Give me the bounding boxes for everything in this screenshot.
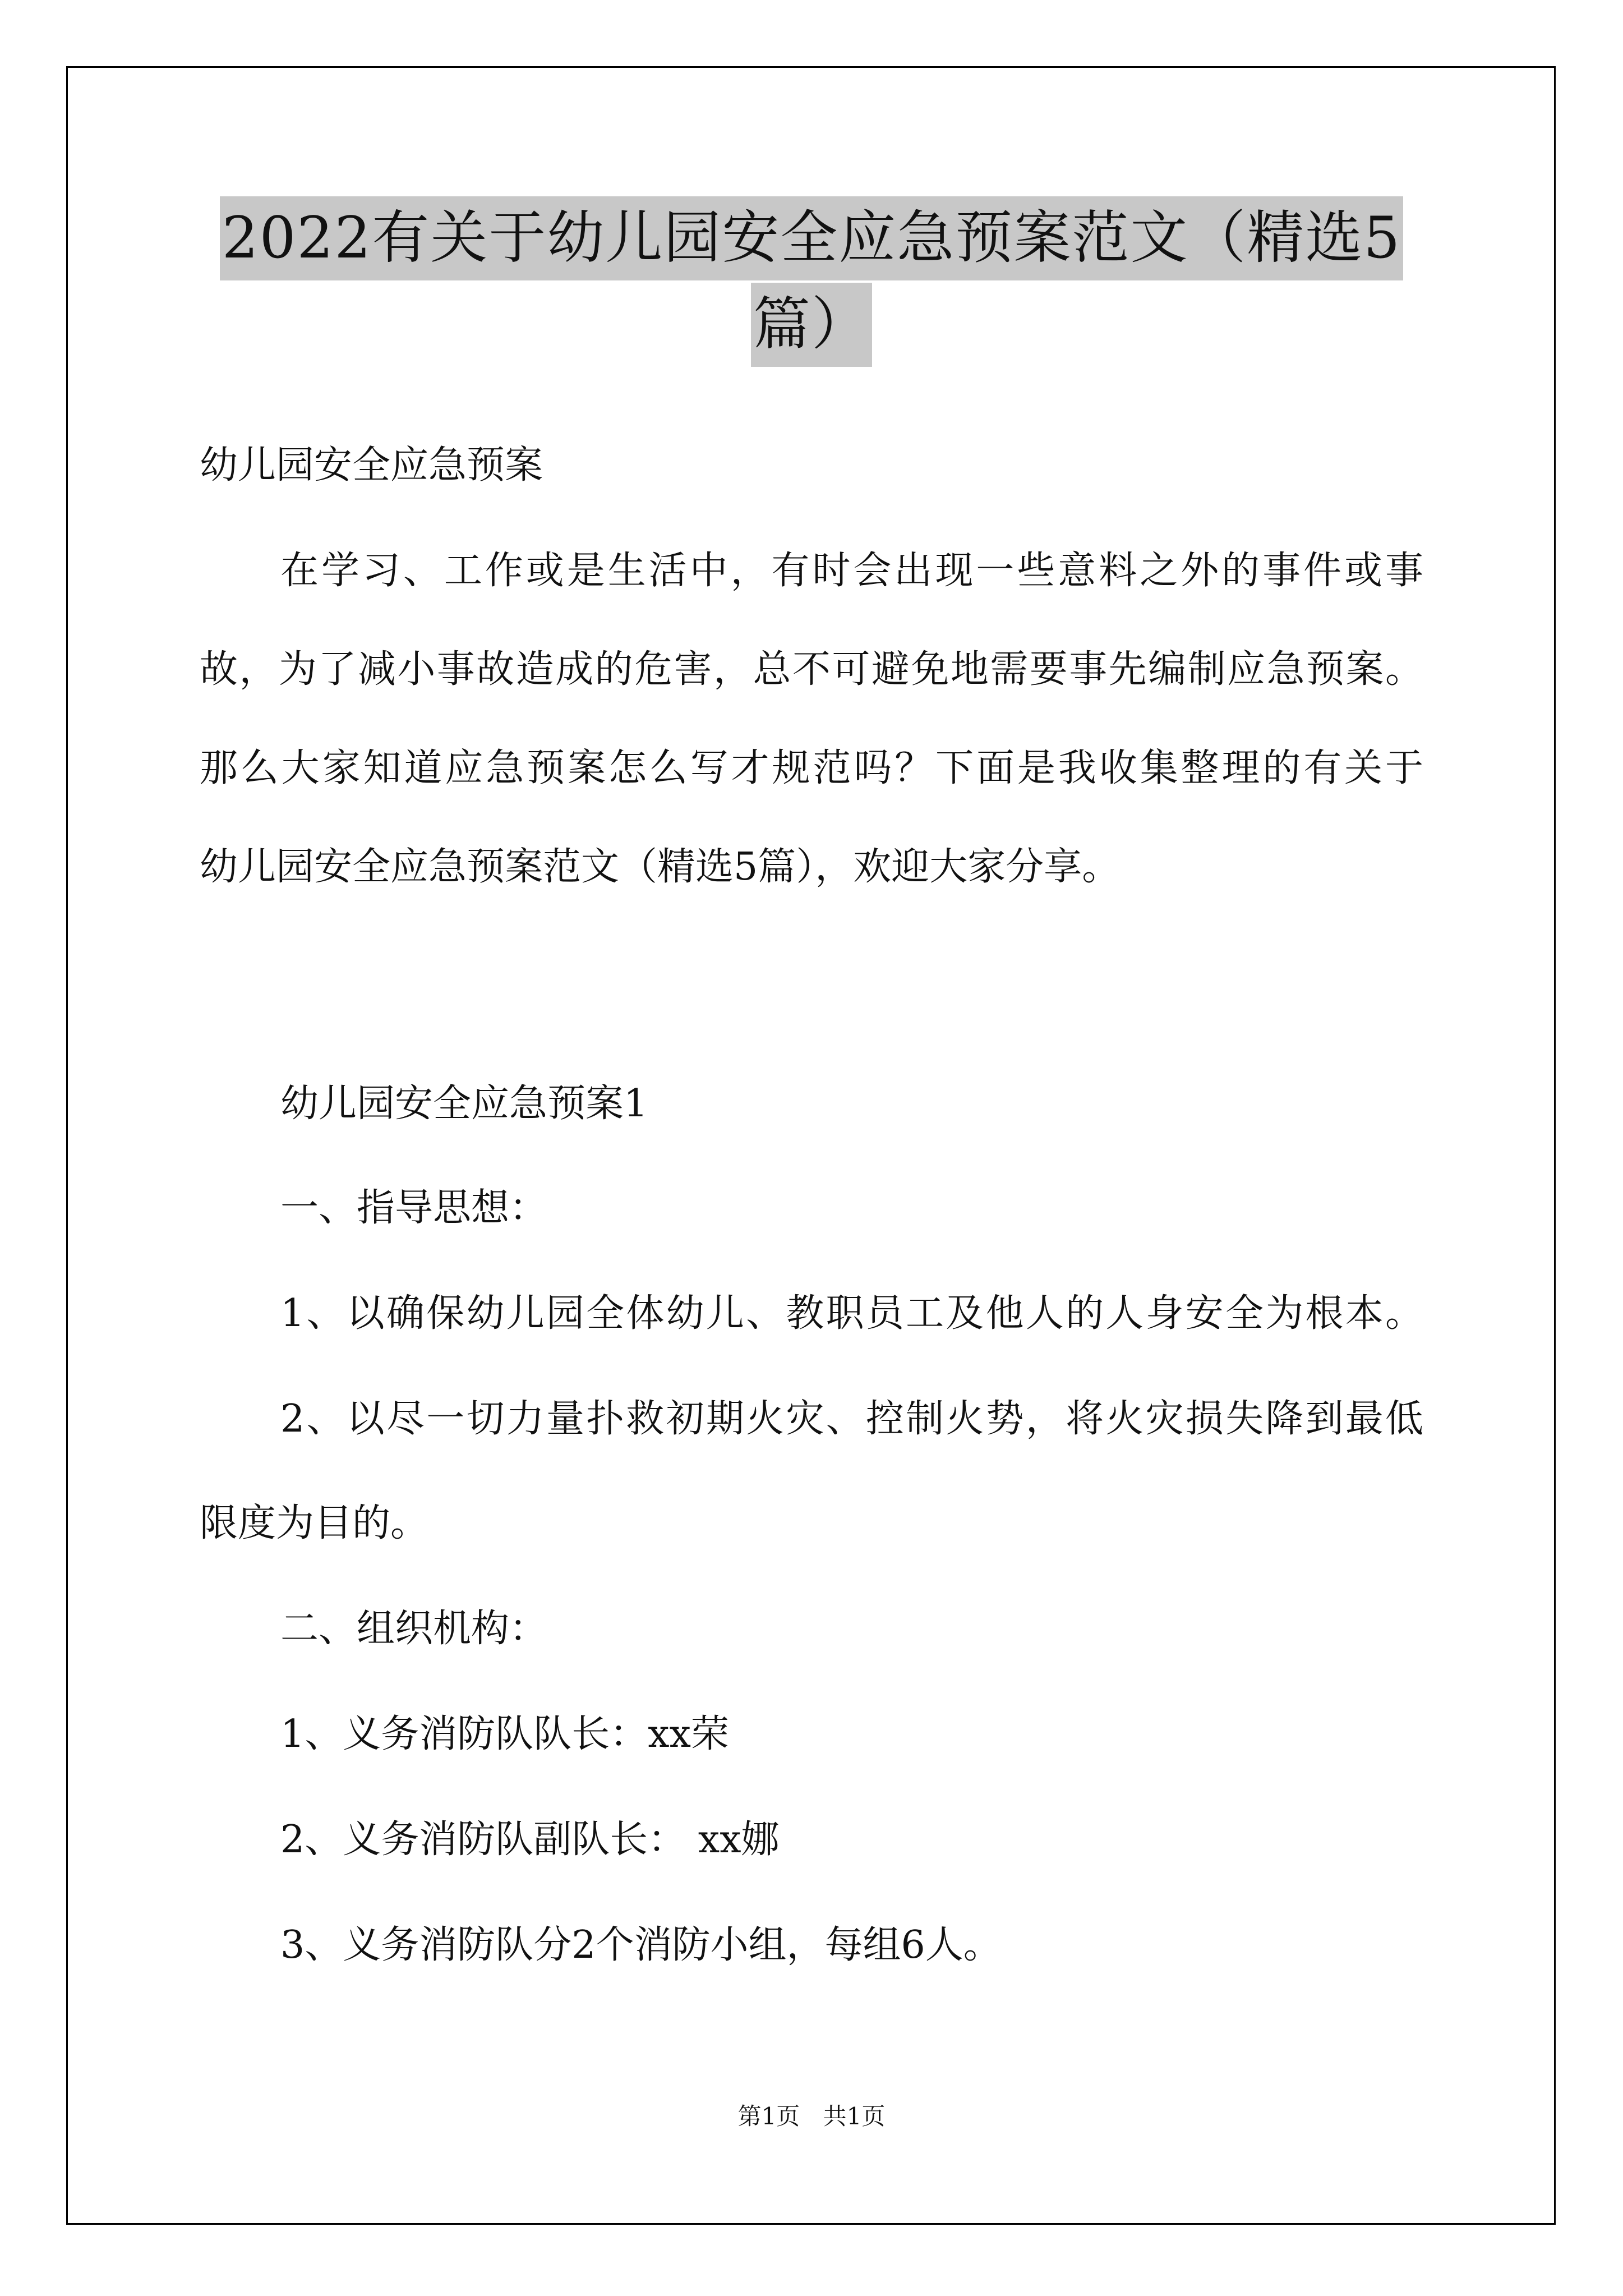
intro-line-1: 在学习、工作或是生活中，有时会出现一些意料之外的事件或事: [280, 549, 1423, 593]
guiding-item-2-line-2: 限度为目的。: [200, 1501, 429, 1545]
document-title: [200, 196, 1423, 367]
title-line-2: 篇）: [751, 283, 872, 367]
guiding-item-1: 1、以确保幼儿园全体幼儿、教职员工及他人的人身安全为根本。: [280, 1291, 1423, 1336]
page-total: 共1页: [823, 2102, 886, 2130]
guiding-heading: 一、指导思想：: [280, 1186, 548, 1230]
title-line-1: 2022有关于幼儿园安全应急预案范文（精选5: [220, 196, 1403, 280]
page-number: 第1页: [737, 2102, 800, 2130]
intro-line-3: 那么大家知道应急预案怎么写才规范吗？下面是我收集整理的有关于: [200, 746, 1423, 790]
intro-line-2: 故，为了减小事故造成的危害，总不可避免地需要事先编制应急预案。: [200, 647, 1423, 692]
guiding-item-2-line-1: 2、以尽一切力量扑救初期火灾、控制火势，将火灾损失降到最低: [280, 1397, 1423, 1441]
org-item-3: 3、义务消防队分2个消防小组，每组6人。: [280, 1923, 1002, 1967]
intro-line-4: 幼儿园安全应急预案范文（精选5篇），欢迎大家分享。: [200, 845, 1121, 889]
section-heading: 幼儿园安全应急预案1: [280, 1082, 648, 1126]
subtitle: 幼儿园安全应急预案: [200, 443, 543, 487]
org-item-2: 2、义务消防队副队长： xx娜: [280, 1818, 780, 1862]
org-heading: 二、组织机构：: [280, 1607, 548, 1651]
page-footer: [0, 2098, 1623, 2132]
org-item-1: 1、义务消防队队长：xx荣: [280, 1712, 729, 1756]
